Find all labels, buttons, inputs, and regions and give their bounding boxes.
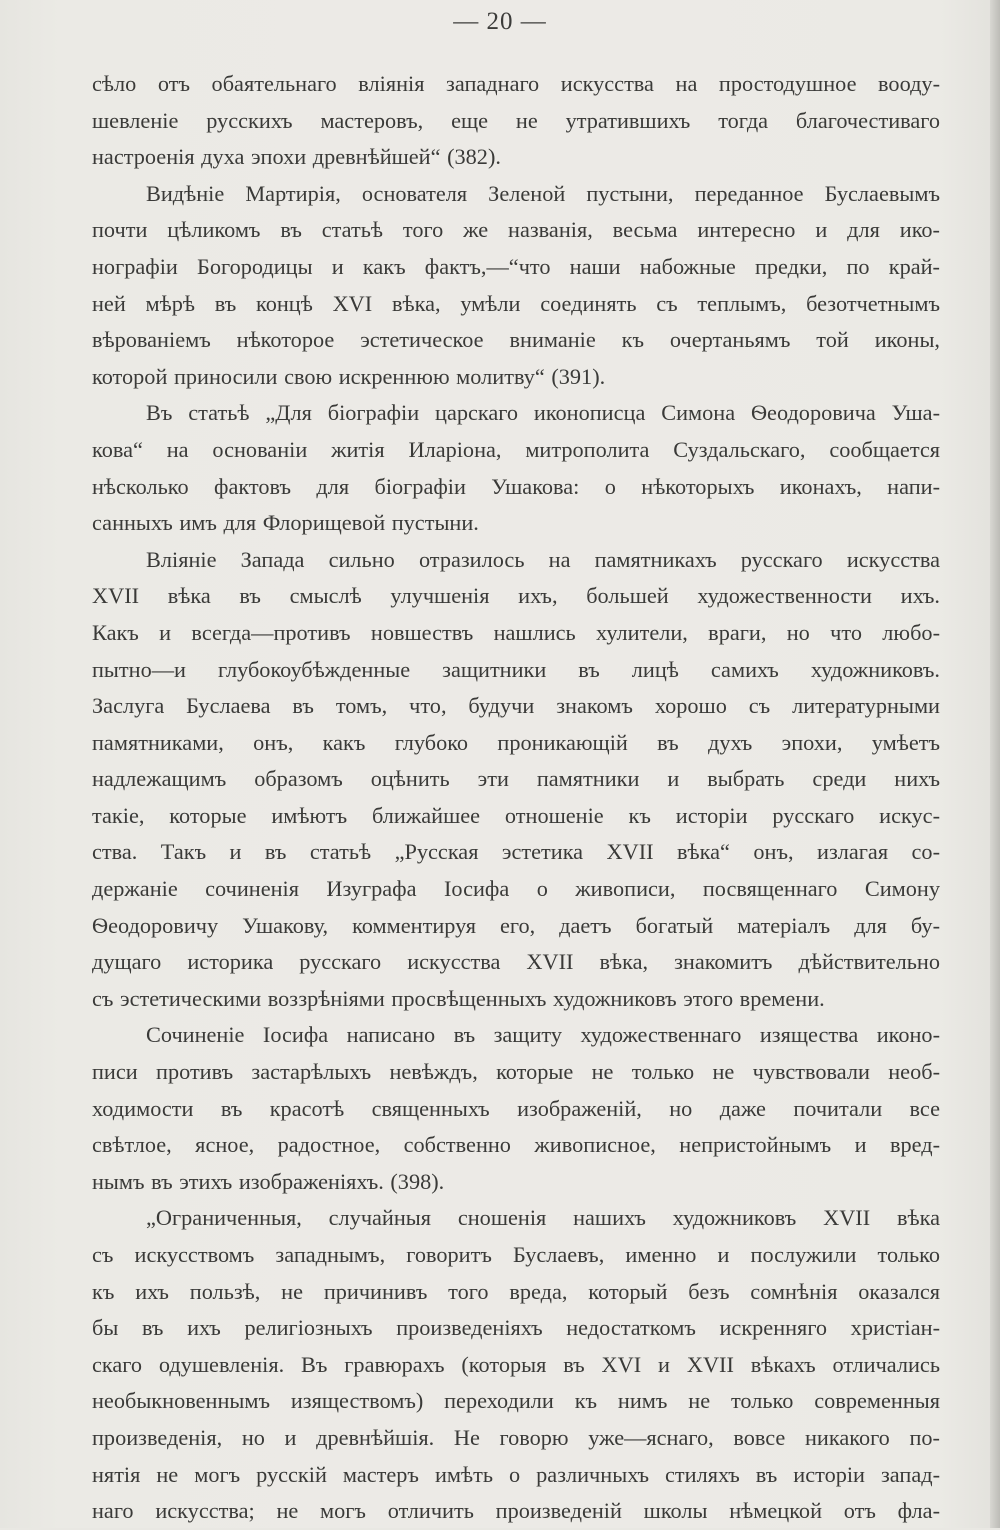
text-line: которой приносили свою искреннюю молитву“ (391). <box>92 363 606 389</box>
paragraph-1 <box>92 66 940 176</box>
text-line: вѣрованіемъ нѣкоторое эстетическое вниманіе къ очертаньямъ той иконы, <box>92 327 940 353</box>
text-line: съ искусствомъ западнымъ, говоритъ Буслаевъ, именно и послужили только <box>92 1242 940 1267</box>
text-line: почти цѣликомъ въ статьѣ того же названія, весьма интересно и для ико- <box>92 217 940 243</box>
text-line: писи противъ застарѣлыхъ невѣждъ, которые не только не чувствовали необ- <box>92 1059 940 1085</box>
body-text <box>92 66 940 1530</box>
text-line: пытно—и глубокоубѣжденные защитники въ лицѣ самихъ художниковъ. <box>92 656 940 682</box>
text-line: памятниками, онъ, какъ глубоко проникающій въ духъ эпохи, умѣетъ <box>92 729 940 755</box>
text-line: необыкновеннымъ изяществомъ) переходили къ нимъ не только современныя <box>92 1388 940 1414</box>
text-line: XVII вѣка въ смыслѣ улучшенія ихъ, большей художественности ихъ. <box>92 583 940 609</box>
text-line: Какъ и всегда—противъ новшествъ нашлись хулители, враги, но что любо- <box>92 619 940 645</box>
text-line: Видѣніе Мартирія, основателя Зеленой пустыни, переданное Буслаевымъ <box>146 180 940 206</box>
text-line: къ ихъ пользѣ, не причинивъ того вреда, который безъ сомнѣнія оказался <box>92 1278 940 1304</box>
page-number: — 20 — <box>453 8 547 35</box>
text-line: Ѳеодоровичу Ушакову, комментируя его, даетъ богатый матеріалъ для бу- <box>92 912 940 938</box>
text-line: произведенія, но и древнѣйшія. Не говорю уже—яснаго, вовсе никакого по- <box>92 1424 940 1450</box>
text-line: такіе, которые имѣютъ ближайшее отношеніе къ исторіи русскаго искус- <box>92 802 940 828</box>
paragraph-6 <box>92 1200 940 1529</box>
page-edge-shadow <box>990 0 1000 1528</box>
paragraph-3 <box>92 395 940 541</box>
text-line: нѣсколько фактовъ для біографіи Ушакова: о нѣкоторыхъ иконахъ, напи- <box>92 473 940 499</box>
text-line: держаніе сочиненія Изуграфа Іосифа о живописи, посвященнаго Симону <box>92 876 940 902</box>
text-line: настроенія духа эпохи древнѣйшей“ (382). <box>92 144 501 170</box>
text-line: шевленіе русскихъ мастеровъ, еще не утратившихъ тогда благочестиваго <box>92 107 940 133</box>
text-line: кова“ на основаніи житія Иларіона, митрополита Суздальскаго, сообщается <box>92 436 940 462</box>
text-line: санныхъ имъ для Флорищевой пустыни. <box>92 510 479 536</box>
paragraph-2 <box>92 176 940 396</box>
text-line: Въ статьѣ „Для біографіи царскаго иконописца Симона Ѳеодоровича Уша- <box>146 400 940 426</box>
text-line: дущаго историка русскаго искусства XVII вѣка, знакомитъ дѣйствительно <box>92 949 940 975</box>
text-line: нографіи Богородицы и какъ фактъ,—“что наши набожные предки, по край- <box>92 253 940 279</box>
text-line: сѣло отъ обаятельнаго вліянія западнаго искусства на простодушное вооду- <box>92 71 940 96</box>
text-line: ходимости въ красотѣ священныхъ изображеній, но даже почитали все <box>92 1095 940 1121</box>
text-line: Сочиненіе Іосифа написано въ защиту художественнаго изящества иконо- <box>146 1022 940 1048</box>
text-line: „Ограниченныя, случайныя сношенія нашихъ художниковъ XVII вѣка <box>146 1205 940 1231</box>
text-line: ства. Такъ и въ статьѣ „Русская эстетика XVII вѣка“ онъ, излагая со- <box>92 839 940 865</box>
text-line: надлежащимъ образомъ оцѣнить эти памятники и выбрать среди нихъ <box>92 766 940 792</box>
text-line: нятія не могъ русскій мастеръ имѣть о различныхъ стиляхъ въ исторіи запад- <box>92 1461 940 1487</box>
text-line: свѣтлое, ясное, радостное, собственно живописное, непристойнымъ и вред- <box>92 1132 940 1158</box>
paragraph-4 <box>92 542 940 1018</box>
text-line: скаго одушевленія. Въ гравюрахъ (которыя въ XVI и XVII вѣкахъ отличались <box>92 1351 940 1377</box>
text-line: ней мѣрѣ въ концѣ XVI вѣка, умѣли соединять съ теплымъ, безотчетнымъ <box>92 290 940 316</box>
text-line: бы въ ихъ религіозныхъ произведеніяхъ недостаткомъ искренняго христіан- <box>92 1315 940 1341</box>
paragraph-5 <box>92 1017 940 1200</box>
text-line: нымъ въ этихъ изображеніяхъ. (398). <box>92 1168 445 1194</box>
text-line: съ эстетическими воззрѣніями просвѣщенныхъ художниковъ этого времени. <box>92 985 825 1011</box>
text-line: Вліяніе Запада сильно отразилось на памятникахъ русскаго искусства <box>146 546 940 572</box>
text-line: наго искусства; не могъ отличить произведеній школы нѣмецкой отъ фла- <box>92 1498 940 1524</box>
text-line: Заслуга Буслаева въ томъ, что, будучи знакомъ хорошо съ литературными <box>92 693 940 719</box>
